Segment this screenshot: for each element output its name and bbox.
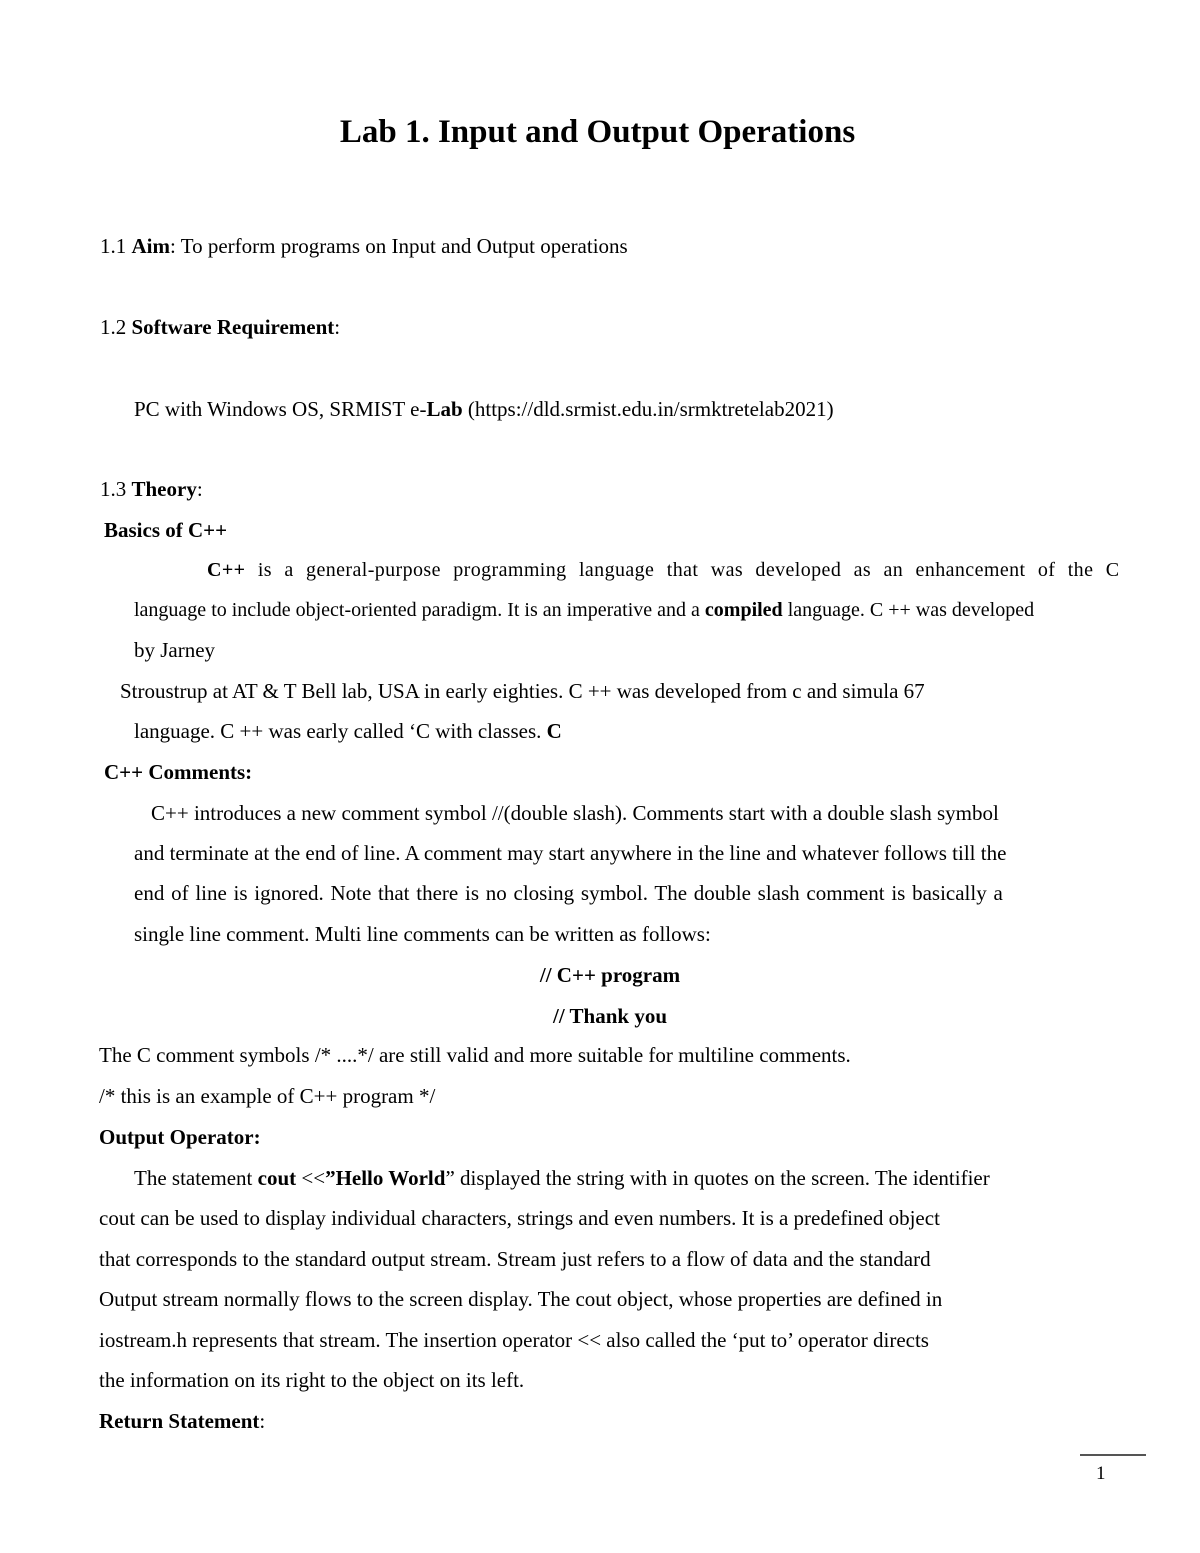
theory-number: 1.3 xyxy=(100,477,127,501)
basics-line-5-pre: language. C ++ was early called ‘C with classes. xyxy=(134,719,547,743)
software-text-bold: Lab xyxy=(426,397,463,421)
comments-heading xyxy=(104,759,252,785)
output-line-3: that corresponds to the standard output stream. Stream just refers to a flow of data and the standard xyxy=(99,1247,931,1271)
basics-line-1-bold: C++ xyxy=(207,559,246,581)
aim-line xyxy=(100,233,628,259)
aim-number: 1.1 xyxy=(100,234,127,258)
comment-example-2 xyxy=(0,1003,1200,1029)
output-line-1-mid: << xyxy=(296,1166,326,1190)
output-line-2: cout can be used to display individual characters, strings and even numbers. It is a predefined object xyxy=(99,1206,940,1230)
aim-label: Aim xyxy=(131,234,170,258)
return-colon: : xyxy=(259,1409,266,1433)
return-heading xyxy=(99,1408,265,1434)
software-colon: : xyxy=(334,315,341,339)
c-style-comments: The C comment symbols /* ....*/ are still valid and more suitable for multiline comments. xyxy=(99,1043,851,1067)
return-label: Return Statement xyxy=(99,1409,260,1433)
output-line-6: the information on its right to the object on its left. xyxy=(99,1368,525,1392)
theory-label: Theory xyxy=(131,477,197,501)
basics-line-2-post: language. C ++ was developed xyxy=(782,599,1035,621)
comment-example-1 xyxy=(0,962,1200,988)
output-line-1-bold: cout xyxy=(257,1166,297,1190)
output-line-1-pre: The statement xyxy=(134,1166,258,1190)
basics-line-5 xyxy=(134,718,562,744)
basics-line-5-bold: C xyxy=(546,719,562,743)
theory-colon: : xyxy=(196,477,203,501)
output-line-1-post: ” displayed the string with in quotes on the screen. The identifier xyxy=(445,1166,990,1190)
comments-line-1: C++ introduces a new comment symbol //(double slash). Comments start with a double slash symbol xyxy=(151,801,999,825)
output-heading-text: Output Operator: xyxy=(99,1125,261,1149)
output-line-4: Output stream normally flows to the screen display. The cout object, whose properties are defined in xyxy=(99,1287,943,1311)
software-heading xyxy=(100,314,340,340)
basics-heading-text: Basics of C++ xyxy=(104,518,228,542)
software-text-pre: PC with Windows OS, SRMIST e- xyxy=(134,397,427,421)
basics-line-3: by Jarney xyxy=(134,638,216,662)
basics-line-2 xyxy=(134,597,1034,623)
comments-line-4: single line comment. Multi line comments can be written as follows: xyxy=(134,922,711,946)
comments-line-2: and terminate at the end of line. A comment may start anywhere in the line and whatever follows till the xyxy=(134,841,1007,865)
output-line-1-bold-2: ”Hello World xyxy=(325,1166,446,1190)
c-style-example: /* this is an example of C++ program */ xyxy=(99,1084,436,1108)
basics-heading xyxy=(104,517,227,543)
comment-example-2-text: // Thank you xyxy=(552,1004,667,1028)
basics-line-1 xyxy=(207,557,1120,583)
comments-heading-text: C++ Comments: xyxy=(104,760,253,784)
basics-line-1-text: is a general-purpose programming language that was developed as an enhancement of the C xyxy=(245,559,1120,581)
footer-divider xyxy=(1080,1454,1146,1456)
basics-line-2-bold: compiled xyxy=(704,599,783,621)
basics-line-2-pre: language to include object-oriented paradigm. It is an imperative and a xyxy=(134,599,705,621)
software-label: Software Requirement xyxy=(131,315,335,339)
output-line-1 xyxy=(134,1165,990,1191)
software-text xyxy=(134,396,834,422)
software-number: 1.2 xyxy=(100,315,127,339)
basics-line-4: Stroustrup at AT & T Bell lab, USA in early eighties. C ++ was developed from c and simula 67 xyxy=(120,679,925,703)
output-heading xyxy=(99,1124,261,1150)
page-number: 1 xyxy=(1096,1463,1106,1484)
output-line-5: iostream.h represents that stream. The insertion operator << also called the ‘put to’ operator directs xyxy=(99,1328,929,1352)
comments-line-3: end of line is ignored. Note that there is no closing symbol. The double slash comment is basically a xyxy=(134,881,1003,905)
aim-text: : To perform programs on Input and Output operations xyxy=(170,234,628,258)
comment-example-1-text: // C++ program xyxy=(539,963,681,987)
theory-heading xyxy=(100,476,203,502)
software-text-post: (https://dld.srmist.edu.in/srmktretelab2021) xyxy=(462,397,834,421)
page-title: Lab 1. Input and Output Operations xyxy=(339,114,856,150)
